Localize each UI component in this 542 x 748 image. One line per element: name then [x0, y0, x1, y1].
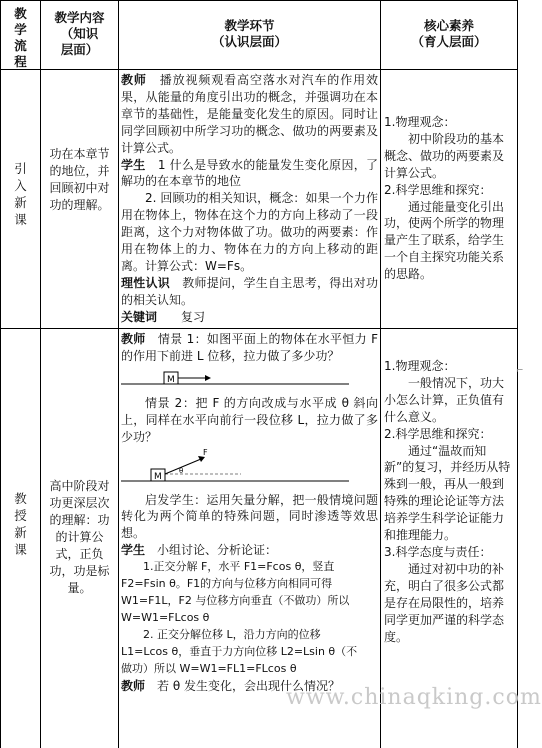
- row1-stage: [1, 160, 40, 240]
- literacy-text: 一般情况下，功大小怎么计算，正负值有什么意义。: [384, 375, 505, 424]
- figure-horizontal-force: [121, 365, 351, 395]
- derivation-line: 1.正交分解 F，水平 F1=Fcos θ，竖直: [143, 560, 335, 574]
- teacher-question: 若 θ 发生变化，会出现什么情况？: [145, 678, 340, 693]
- header-literacy-subtitle: （育人层面）: [411, 34, 487, 49]
- student-activity: 1 什么是导致水的能量发生变化原因，了解功的在本章节的地位: [121, 157, 378, 189]
- header-link-subtitle: （认识层面）: [211, 34, 287, 49]
- literacy-heading: 2.科学思维和探究：: [384, 426, 492, 441]
- derivation: [121, 559, 378, 677]
- student-label: 学生: [121, 157, 146, 172]
- teacher-label: 教师: [121, 73, 147, 87]
- literacy-heading: 1.物理观念：: [384, 359, 456, 373]
- teacher-activity: 播放视频观看高空落水对汽车的作用效果，从能量的角度引出功的概念，并强调功在本章节的基础性，是能量变化发生的原因。同时让同学回顾初中所学习功的概念、做功的两要素及计算公式。: [121, 73, 378, 155]
- column-divider: [118, 0, 119, 748]
- header-content-subtitle: （知识层面）: [60, 26, 99, 57]
- header-literacy-title: 核心素养: [423, 18, 474, 33]
- row2-content: [41, 478, 118, 598]
- keyword-label: 关键词: [121, 309, 158, 324]
- block-label: M: [167, 374, 175, 385]
- derivation-line: W1=F1L，F2 与位移方向垂直（不做功）所以: [121, 593, 350, 607]
- teacher-label: 教师: [121, 678, 146, 693]
- table-border-top: [0, 0, 518, 1]
- row1-stage-text: 引入新课: [14, 161, 27, 227]
- literacy-text: 初中阶段功的基本概念、做功的两要素及计算公式。: [384, 131, 505, 180]
- edge-glyph: ⌐: [516, 366, 524, 376]
- derivation-line: 2. 正交分解位移 L，沿力方向的位移: [143, 627, 321, 641]
- angle-label: θ: [179, 466, 184, 475]
- row2-literacy: [384, 358, 514, 698]
- force-arrowhead: [205, 375, 211, 381]
- student-label: 学生: [121, 543, 146, 558]
- header-link-title: 教学环节: [224, 18, 275, 33]
- inspire-text: 启发学生：运用矢量分解，把一般情境问题转化为两个简单的特殊问题，同时渗透等效思想。: [121, 492, 378, 541]
- column-divider: [380, 0, 381, 748]
- row1-link: [121, 72, 378, 327]
- row1-content-text: 功在本章节的地位，并回顾初中对 功的理解。: [49, 147, 122, 212]
- header-stage: [1, 6, 40, 68]
- derivation-line: F2=Fsin θ。F1的方向与位移方向相同可得: [121, 577, 333, 591]
- table-border-left: [0, 0, 1, 748]
- derivation-line: 做功）所以 W=W1=FL1=FLcos θ: [121, 661, 297, 675]
- literacy-heading: 2.科学思维和探究：: [384, 182, 492, 197]
- row2-content-text: 高中阶段对功更深层次的理解：功的计算公式，正负功，功是标量。: [49, 479, 110, 595]
- student-intro: 小组讨论、分析论证：: [145, 543, 278, 558]
- review-knowledge: 2. 回顾功的相关知识，概念：如果一个力作用在物体上，物体在这个力的方向上移动了一段距离，这个力对物体做了功。做功的两要素：作用在物体上的力、物体在力的方向上移动的距离。计算公式：W=Fs。: [121, 191, 378, 273]
- literacy-text: 通过能量变化引出功，使两个所学的物理量产生了联系，给学生一个自主探究功能关系的思路。: [384, 199, 505, 282]
- rational-label: 理性认识: [121, 275, 170, 290]
- figure-angled-force: [121, 446, 351, 492]
- header-content: [41, 10, 118, 68]
- literacy-text: 通过对初中功的补充，明白了很多公式都是存在局限性的，培养同学更加严谨的科学态度。: [384, 561, 505, 644]
- column-divider: [40, 0, 41, 748]
- header-content-title: 教学内容: [54, 10, 105, 25]
- literacy-heading: 3.科学态度与责任：: [384, 544, 492, 559]
- row2-stage-text: 教授新课: [14, 491, 27, 557]
- derivation-line: L1=Lcos θ，垂直于力方向位移 L2=Lsin θ（不: [121, 644, 358, 658]
- scenario-1: 情景 1：如图平面上的物体在水平恒力 F 的作用下前进 L 位移，拉力做了多少功？: [121, 332, 378, 363]
- watermark: www.chinaqking.com: [286, 685, 542, 710]
- force-label: F: [203, 447, 208, 457]
- literacy-heading: 1.物理观念：: [384, 115, 456, 129]
- literacy-text: 通过“温故而知新”的复习，并经历从特殊到一般，再从一般到特殊的理论论证等方法培养学生科学论证能力和推理能力。: [384, 443, 511, 543]
- header-link: [119, 18, 380, 58]
- keyword-text: 复习: [157, 309, 206, 324]
- row1-content: [41, 146, 122, 246]
- header-stage-text: 教学流程: [14, 6, 27, 69]
- row-divider: [0, 69, 518, 70]
- block-label: M: [154, 471, 162, 482]
- scenario-2: 情景 2：把 F 的方向改成与水平成 θ 斜向上，同样在水平向前行一段位移 L，拉力做了多少功？: [121, 395, 378, 444]
- rational-text: 教师提问，学生自主思考，得出对功的相关认知。: [121, 275, 378, 307]
- row2-stage: [1, 490, 40, 570]
- row-divider: [0, 328, 518, 329]
- row1-literacy: [384, 114, 514, 304]
- teacher-label: 教师: [121, 332, 146, 346]
- header-literacy: [381, 18, 517, 58]
- derivation-line: W=W1=FLcos θ: [121, 610, 210, 624]
